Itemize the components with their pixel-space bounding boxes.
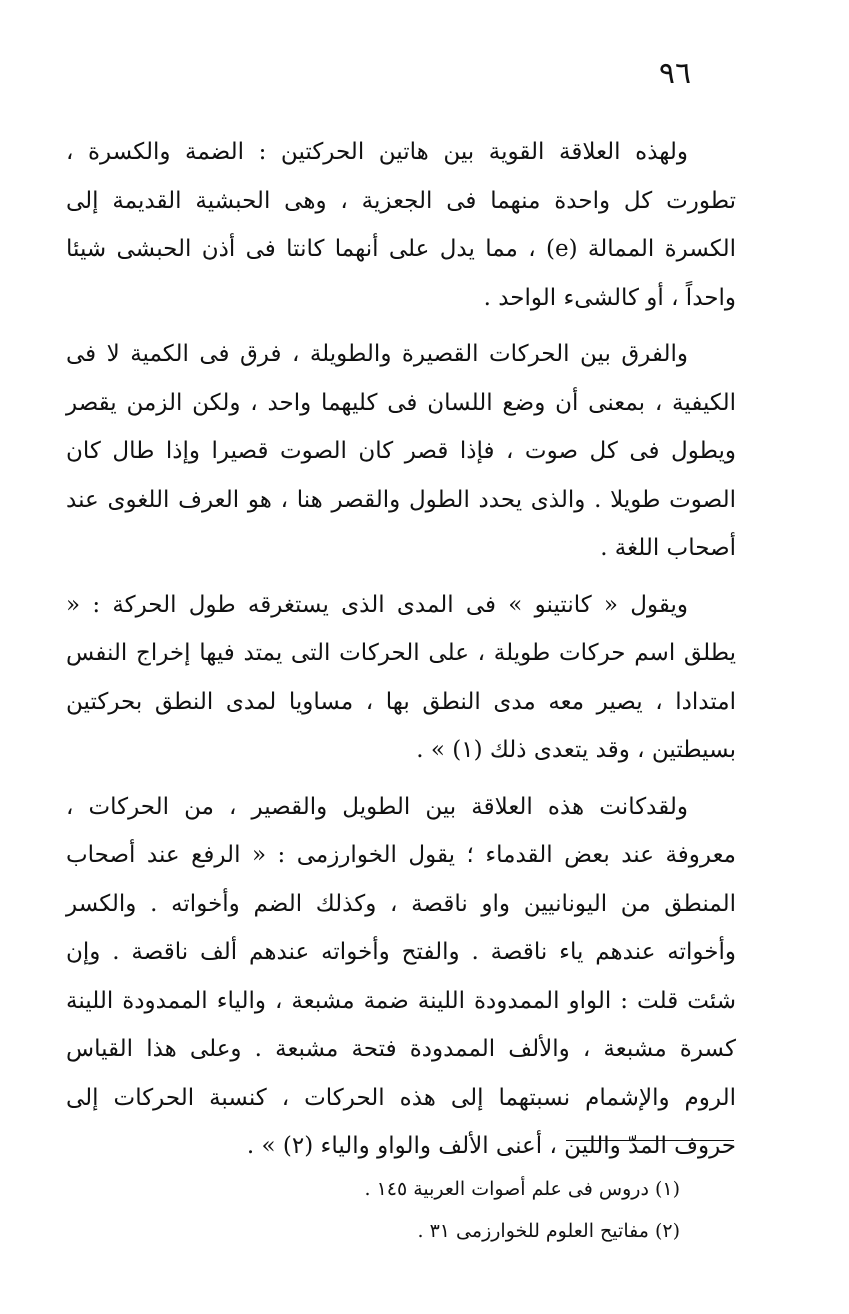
page-number: ٩٦: [658, 56, 692, 91]
body-text: [66, 128, 736, 1171]
paragraph: والفرق بين الحركات القصيرة والطويلة ، فرق فى الكمية لا فى الكيفية ، بمعنى أن وضع اللسان فى كليهما واحد ، ولكن الزمن يقصر ويطول فى كل صوت ، فإذا قصر كان الصوت قصيرا وإذا طال كان الصوت طويلا . والذى يحدد الطول والقصر هنا ، هو العرف اللغوى عند أصحاب اللغة .: [66, 341, 736, 561]
paragraph: ولهذه العلاقة القوية بين هاتين الحركتين : الضمة والكسرة ، تطورت كل واحدة منهما فى الجعزية ، وهى الحبشية القديمة إلى الكسرة الممالة (e) ، مما يدل على أنهما كانتا فى أذن الحبشى شيئا واحداً ، أو كالشىء الواحد .: [66, 139, 736, 311]
footnote: (١) دروس فى علم أصوات العربية ١٤٥ .: [364, 1178, 680, 1200]
footnote: (٢) مفاتيح العلوم للخوارزمى ٣١ .: [417, 1220, 680, 1242]
paragraph: ولقدكانت هذه العلاقة بين الطويل والقصير ، من الحركات ، معروفة عند بعض القدماء ؛ يقول الخوارزمى : « الرفع عند أصحاب المنطق من اليونانيين واو ناقصة ، وكذلك الضم وأخواته . والكسر وأخواته عندهم ياء ناقصة . والفتح وأخواته عندهم ألف ناقصة . وإن شئت قلت : الواو الممدودة اللينة ضمة مشبعة ، والياء الممدودة اللينة كسرة مشبعة ، والألف الممدودة فتحة مشبعة . وعلى هذا القياس الروم والإشمام نسبتهما إلى هذه الحركات ، كنسبة الحركات إلى حروف المدّ واللين ، أعنى الألف والواو والياء (٢) » .: [66, 793, 736, 1159]
footnote-divider: [566, 1140, 734, 1141]
footnotes: [300, 1168, 680, 1252]
paragraph: ويقول « كانتينو » فى المدى الذى يستغرقه طول الحركة : « يطلق اسم حركات طويلة ، على الحركات التى يمتد فيها إخراج النفس امتدادا ، يصير معه مدى النطق بها ، مساويا لمدى النطق بحركتين بسيطتين ، وقد يتعدى ذلك (١) » .: [66, 591, 736, 763]
